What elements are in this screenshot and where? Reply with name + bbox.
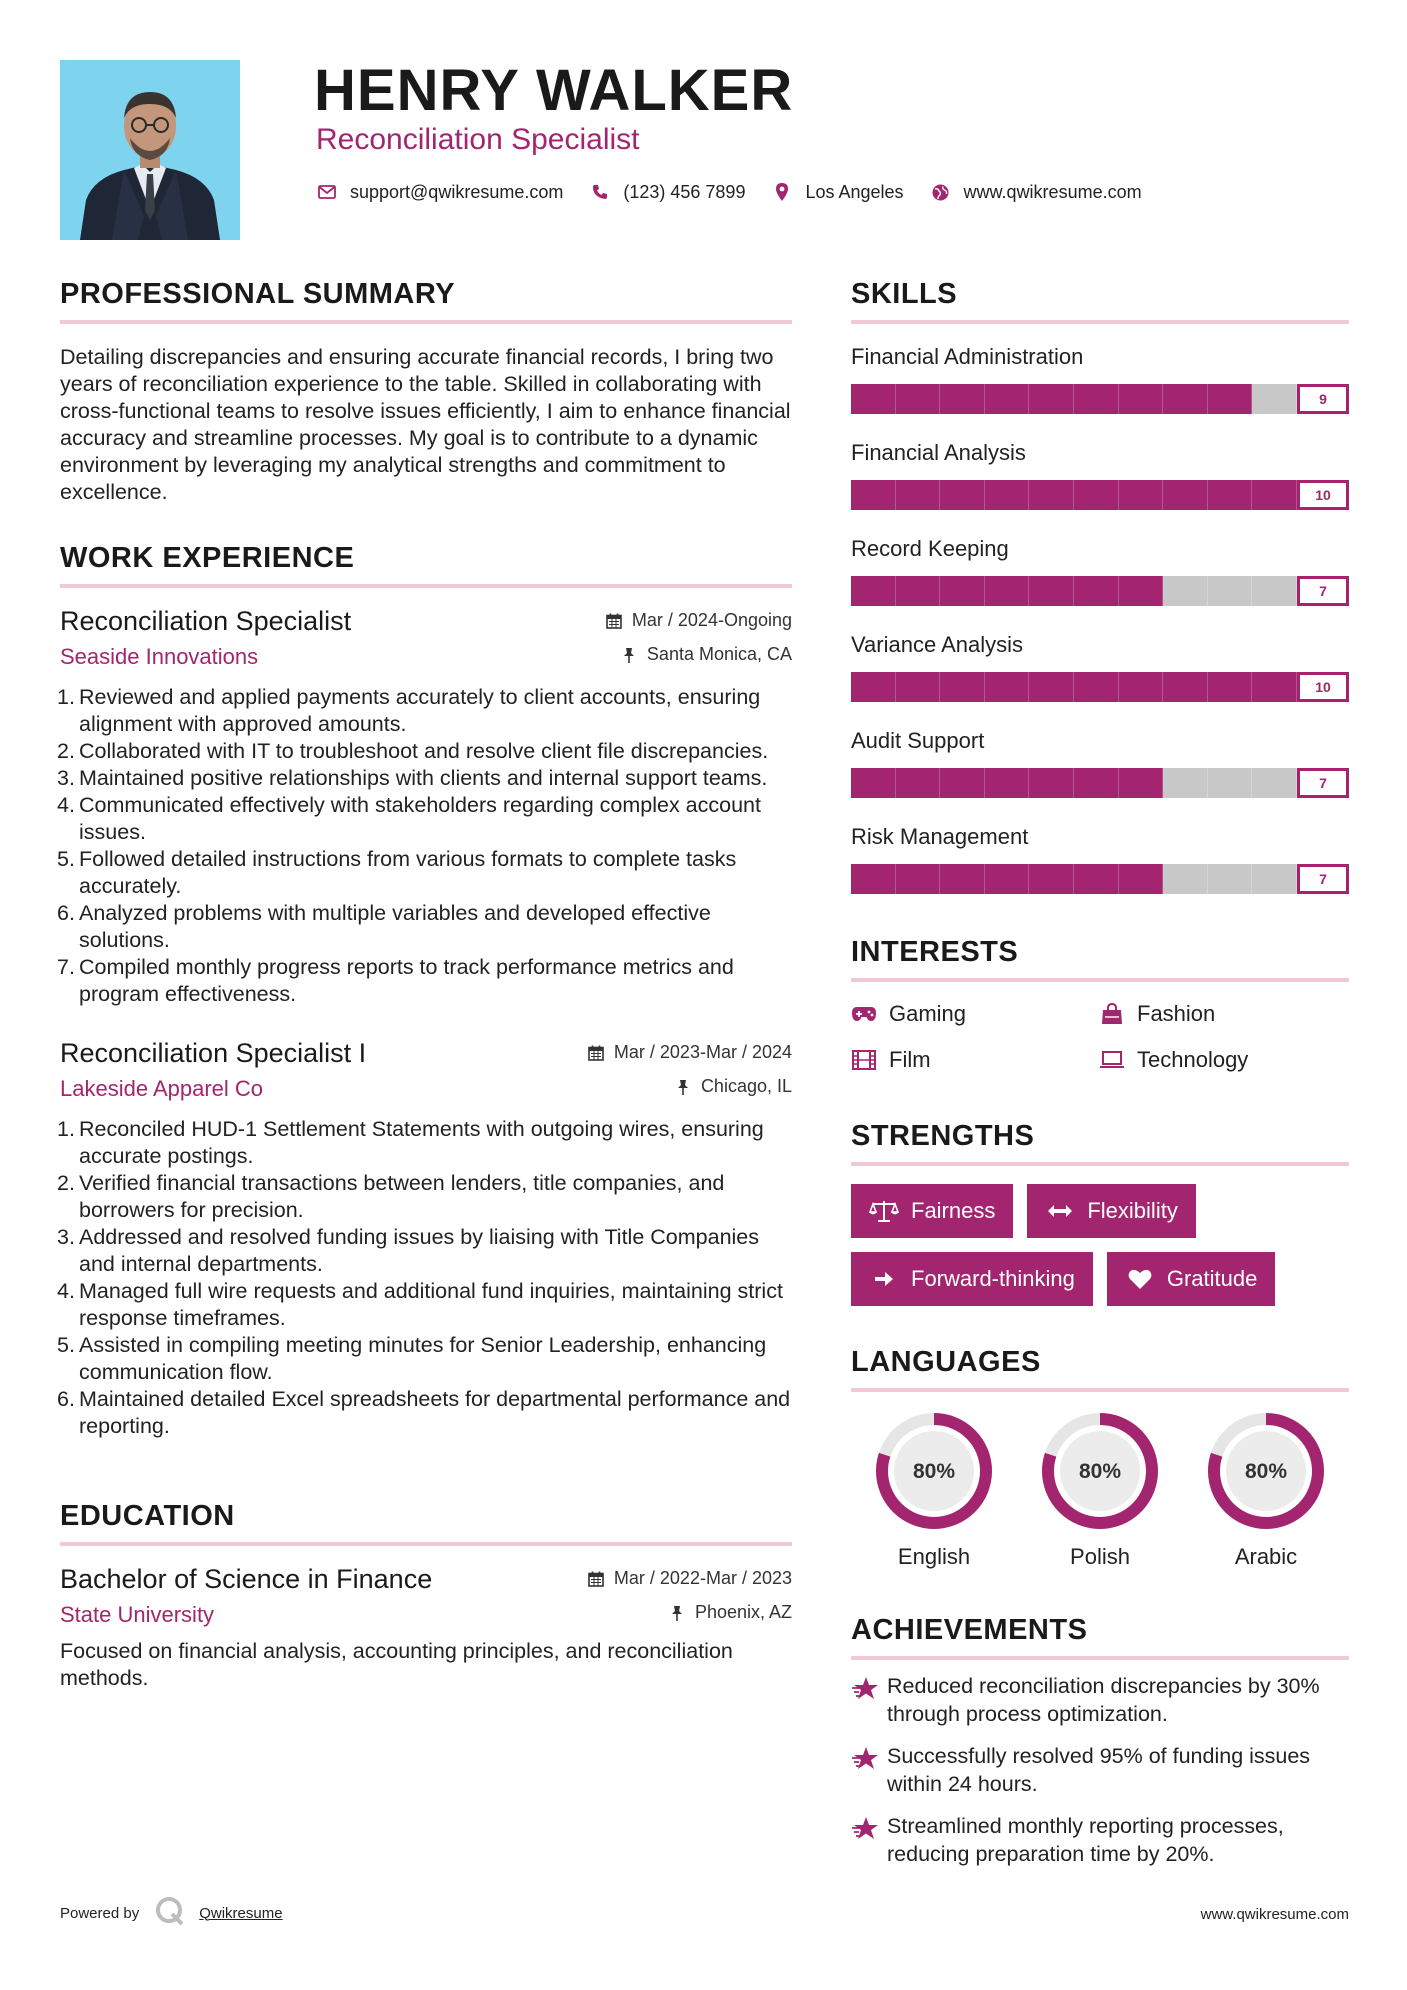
language-name: Polish [1070, 1544, 1130, 1569]
strength-label: Gratitude [1166, 1266, 1258, 1291]
education-section [60, 1498, 792, 1692]
interest-film [851, 1046, 1099, 1074]
achievement-text: Reduced reconciliation discrepancies by 30% through process optimization. [887, 1674, 1320, 1726]
achievements-list [851, 1672, 1349, 1868]
contact-location [771, 181, 903, 203]
skills-section [851, 276, 1349, 894]
globe-icon [930, 181, 952, 203]
bullet-text: Addressed and resolved funding issues by liaising with Title Companies and internal departments. [79, 1225, 760, 1276]
contact-email-text: support@qwikresume.com [350, 181, 564, 202]
heart-icon [1125, 1267, 1155, 1291]
professional-summary-section [60, 276, 792, 506]
skill-bar-segment [1119, 672, 1164, 702]
skill-bar-segment [1119, 576, 1164, 606]
language-name: English [897, 1544, 971, 1569]
skill-level-value: 9 [1297, 384, 1349, 414]
skill-name: Record Keeping [851, 536, 1009, 561]
laptop-icon [1099, 1049, 1125, 1071]
contact-location-text: Los Angeles [805, 181, 904, 202]
skill-bar-segment [1252, 480, 1297, 510]
languages-section [851, 1344, 1349, 1572]
strengths-section [851, 1118, 1349, 1320]
skill-bar-segment [1208, 672, 1253, 702]
interest-gaming [851, 1000, 1099, 1028]
interest-fashion [1099, 1000, 1349, 1028]
skill-bar-segment [896, 672, 941, 702]
skill-bar-segment [1252, 576, 1297, 606]
skill-level-bar [851, 480, 1349, 510]
bullet-text: Maintained detailed Excel spreadsheets for departmental performance and reporting. [79, 1387, 791, 1438]
work-experience-section [57, 540, 792, 1440]
skill-bar-segment [1029, 672, 1074, 702]
skill-bar-segment [1074, 384, 1119, 414]
summary-heading: PROFESSIONAL SUMMARY [60, 278, 456, 310]
skill-item [851, 630, 1349, 702]
calendar-icon [588, 1045, 604, 1061]
skill-bar-segment [1252, 672, 1297, 702]
candidate-role: Reconciliation Specialist [316, 123, 640, 156]
strength-forward-thinking [851, 1252, 1093, 1306]
strength-fairness [851, 1184, 1013, 1238]
calendar-icon [606, 613, 622, 629]
skill-bar-segment [851, 480, 896, 510]
job-location-text: Chicago, IL [700, 1076, 792, 1096]
achievements-heading: ACHIEVEMENTS [851, 1614, 1088, 1646]
interest-label: Gaming [889, 1001, 967, 1026]
skill-item [851, 342, 1349, 414]
school-location [669, 1602, 792, 1623]
gamepad-icon [851, 1003, 877, 1025]
skill-level-value: 10 [1297, 672, 1349, 702]
skill-bar-segment [896, 480, 941, 510]
profile-photo [60, 60, 240, 240]
job-entry [57, 1036, 792, 1440]
skill-bar-segment [896, 768, 941, 798]
balance-scale-icon [869, 1199, 899, 1223]
bullet-text: Communicated effectively with stakeholders regarding complex account issues. [79, 793, 761, 844]
skill-bar-segment [1252, 768, 1297, 798]
strength-label: Forward-thinking [911, 1266, 1075, 1291]
contact-website-text: www.qwikresume.com [963, 181, 1142, 202]
interests-section [851, 934, 1349, 1074]
section-divider [851, 978, 1349, 982]
education-date-text: Mar / 2022-Mar / 2023 [613, 1568, 792, 1588]
contact-phone[interactable] [589, 181, 745, 203]
achievement-item [851, 1672, 1349, 1728]
skill-bar-segment [940, 672, 985, 702]
skill-bar-segment [896, 576, 941, 606]
school-name: State University [60, 1602, 215, 1627]
job-location [675, 1076, 792, 1097]
skill-level-value: 7 [1297, 768, 1349, 798]
skill-bar-segment [940, 384, 985, 414]
job-date-text: Mar / 2023-Mar / 2024 [613, 1042, 792, 1062]
strength-flexibility [1027, 1184, 1195, 1238]
arrow-right-icon [869, 1267, 899, 1291]
skill-bar-segment [896, 384, 941, 414]
candidate-name: HENRY WALKER [314, 58, 794, 123]
star-badge-icon [851, 1672, 887, 1728]
skill-bar-segment [985, 384, 1030, 414]
strength-label: Flexibility [1087, 1198, 1178, 1223]
list-item: 1. Reviewed and applied payments accurately to client accounts, ensuring alignment with approved amounts. [57, 685, 761, 736]
achievements-section [851, 1612, 1349, 1868]
skill-bar-segment [985, 576, 1030, 606]
section-divider [851, 1656, 1349, 1660]
skill-bar-segment [1029, 768, 1074, 798]
skill-bar-segment [1163, 480, 1208, 510]
language-ring [873, 1410, 995, 1532]
skill-bar-segment [1029, 480, 1074, 510]
skill-bar-segment [1252, 864, 1297, 894]
strengths-list [851, 1184, 1349, 1320]
interest-label: Fashion [1137, 1001, 1216, 1026]
job-location-text: Santa Monica, CA [646, 644, 792, 664]
skill-bar-segment [1074, 768, 1119, 798]
education-heading: EDUCATION [60, 1500, 235, 1532]
interests-grid [851, 1000, 1349, 1074]
achievement-item [851, 1742, 1349, 1798]
list-item: 2. Collaborated with IT to troubleshoot and resolve client file discrepancies. [57, 739, 769, 763]
skill-name: Audit Support [851, 728, 985, 753]
skill-bar-segment [1208, 384, 1253, 414]
job-bullets [57, 1116, 792, 1440]
skill-bar-segment [1163, 672, 1208, 702]
school-location-text: Phoenix, AZ [694, 1602, 792, 1622]
skill-bar-segment [1029, 864, 1074, 894]
skill-bar-segment [1074, 864, 1119, 894]
section-divider [60, 1542, 792, 1546]
language-name: Arabic [1234, 1544, 1298, 1569]
bullet-text: Followed detailed instructions from various formats to complete tasks accurately. [79, 847, 737, 898]
bullet-text: Verified financial transactions between lenders, title companies, and borrowers for precision. [79, 1171, 725, 1222]
right-column [851, 276, 1349, 1868]
footer-website[interactable]: www.qwikresume.com [1200, 1906, 1349, 1923]
contact-email[interactable] [316, 181, 563, 203]
section-divider [851, 320, 1349, 324]
job-company: Seaside Innovations [60, 644, 259, 669]
skill-bar-segment [1163, 576, 1208, 606]
job-title: Reconciliation Specialist [60, 606, 352, 636]
skill-item [851, 534, 1349, 606]
list-item: 6. Maintained detailed Excel spreadsheets for departmental performance and reporting. [57, 1387, 791, 1438]
powered-by-text: Powered by [60, 1904, 140, 1922]
list-item: 3. Maintained positive relationships with clients and internal support teams. [57, 766, 768, 790]
qwikresume-logo-icon [155, 1896, 185, 1930]
skill-bar-segment [1163, 768, 1208, 798]
map-pin-icon [771, 181, 793, 203]
list-item: 5. Followed detailed instructions from various formats to complete tasks accurately. [57, 847, 737, 898]
film-icon [851, 1049, 877, 1071]
skill-bar-segment [940, 864, 985, 894]
education-date [588, 1568, 792, 1589]
star-badge-icon [851, 1812, 887, 1868]
bullet-text: Analyzed problems with multiple variables and developed effective solutions. [79, 901, 711, 952]
skill-bar-segment [1208, 480, 1253, 510]
skill-level-bar [851, 672, 1349, 702]
skill-bar-segment [851, 384, 896, 414]
bullet-text: Maintained positive relationships with clients and internal support teams. [79, 766, 768, 790]
job-company: Lakeside Apparel Co [60, 1076, 264, 1101]
pushpin-icon [621, 647, 637, 663]
skill-name: Risk Management [851, 824, 1029, 849]
left-column [57, 276, 792, 1692]
shopping-bag-icon [1099, 1003, 1125, 1025]
list-item: 5. Assisted in compiling meeting minutes for Senior Leadership, enhancing communication flow. [57, 1333, 767, 1384]
skill-bar-segment [1208, 768, 1253, 798]
degree-title: Bachelor of Science in Finance [60, 1564, 433, 1594]
skill-bar-segment [1252, 384, 1297, 414]
skill-item [851, 438, 1349, 510]
list-item: 4. Communicated effectively with stakeholders regarding complex account issues. [57, 793, 761, 844]
skill-bar-segment [940, 768, 985, 798]
achievement-item [851, 1812, 1349, 1868]
pushpin-icon [675, 1079, 691, 1095]
skill-bar-segment [896, 864, 941, 894]
strength-gratitude [1107, 1252, 1276, 1306]
education-description: Focused on financial analysis, accounting principles, and reconciliation methods. [60, 1639, 733, 1690]
language-percent: 80% [1244, 1460, 1288, 1483]
language-percent: 80% [1078, 1460, 1122, 1483]
skill-name: Variance Analysis [851, 632, 1024, 657]
interest-label: Technology [1137, 1047, 1249, 1072]
contact-phone-text: (123) 456 7899 [623, 181, 746, 202]
calendar-icon [588, 1571, 604, 1587]
skill-level-bar [851, 576, 1349, 606]
skill-bar-segment [985, 480, 1030, 510]
bullet-text: Compiled monthly progress reports to track performance metrics and program effectiveness. [79, 955, 734, 1006]
language-ring [1205, 1410, 1327, 1532]
skill-bar-segment [1074, 480, 1119, 510]
skill-bar-segment [1119, 384, 1164, 414]
skill-level-bar [851, 384, 1349, 414]
skill-bar-segment [1119, 768, 1164, 798]
list-item: 4. Managed full wire requests and additional fund inquiries, maintaining strict response timeframes. [57, 1279, 783, 1330]
skill-name: Financial Analysis [851, 440, 1026, 465]
skill-bar-segment [1119, 864, 1164, 894]
skill-bar-segment [1163, 864, 1208, 894]
skill-bar-segment [851, 768, 896, 798]
list-item: 3. Addressed and resolved funding issues by liaising with Title Companies and internal departments. [57, 1225, 760, 1276]
contact-bar [316, 178, 1168, 206]
languages-list [851, 1410, 1349, 1572]
skills-list [851, 342, 1349, 894]
bullet-text: Reconciled HUD-1 Settlement Statements with outgoing wires, ensuring accurate postings. [79, 1117, 764, 1168]
language-item [1017, 1410, 1183, 1572]
education-entry [60, 1562, 792, 1692]
skill-bar-segment [851, 864, 896, 894]
interest-label: Film [889, 1047, 931, 1072]
skill-name: Financial Administration [851, 344, 1084, 369]
list-item: 6. Analyzed problems with multiple variables and developed effective solutions. [57, 901, 711, 952]
section-divider [851, 1388, 1349, 1392]
language-ring [1039, 1410, 1161, 1532]
bullet-text: Collaborated with IT to troubleshoot and resolve client file discrepancies. [79, 739, 769, 763]
list-item: 1. Reconciled HUD-1 Settlement Statements with outgoing wires, ensuring accurate postings. [57, 1117, 764, 1168]
skill-level-bar [851, 864, 1349, 894]
qwikresume-link[interactable]: Qwikresume [199, 1904, 283, 1922]
language-percent: 80% [912, 1460, 956, 1483]
skill-bar-segment [940, 480, 985, 510]
strength-label: Fairness [911, 1198, 996, 1223]
envelope-icon [316, 181, 338, 203]
skill-bar-segment [1029, 576, 1074, 606]
list-item: 7. Compiled monthly progress reports to track performance metrics and program effectiveness. [57, 955, 734, 1006]
language-item [1183, 1410, 1349, 1572]
job-title: Reconciliation Specialist I [60, 1038, 367, 1068]
skill-bar-segment [1208, 576, 1253, 606]
bullet-text: Managed full wire requests and additional fund inquiries, maintaining strict response timeframes. [79, 1279, 783, 1330]
skill-bar-segment [985, 768, 1030, 798]
interest-technology [1099, 1046, 1349, 1074]
language-item [851, 1410, 1017, 1572]
skill-level-bar [851, 768, 1349, 798]
skill-bar-segment [940, 576, 985, 606]
interests-heading: INTERESTS [851, 936, 1019, 968]
summary-text: Detailing discrepancies and ensuring accurate financial records, I bring two years of reconciliation experience to the table. Skilled in collaborating with cross-functional teams to resolve issues efficiently, I aim to enhance financial accuracy and streamline processes. My goal is to contribute to a dynamic environment by leveraging my analytical strengths and commitment to excellence. [60, 345, 791, 504]
list-item: 2. Verified financial transactions between lenders, title companies, and borrowers for precision. [57, 1171, 725, 1222]
skill-bar-segment [1163, 384, 1208, 414]
skills-heading: SKILLS [851, 278, 958, 310]
skill-bar-segment [1208, 864, 1253, 894]
skill-level-value: 7 [1297, 576, 1349, 606]
skill-level-value: 7 [1297, 864, 1349, 894]
skill-bar-segment [851, 576, 896, 606]
star-badge-icon [851, 1742, 887, 1798]
phone-icon [589, 181, 611, 203]
job-date [588, 1042, 792, 1063]
achievement-text: Successfully resolved 95% of funding issues within 24 hours. [887, 1744, 1311, 1796]
job-bullets [57, 684, 792, 1008]
job-location [621, 644, 792, 665]
section-divider [60, 584, 792, 588]
bullet-text: Assisted in compiling meeting minutes for Senior Leadership, enhancing communication flow. [79, 1333, 767, 1384]
contact-website[interactable] [930, 181, 1142, 203]
skill-bar-segment [1029, 384, 1074, 414]
achievement-text: Streamlined monthly reporting processes, reducing preparation time by 20%. [887, 1814, 1284, 1866]
section-divider [60, 320, 792, 324]
skill-item [851, 822, 1349, 894]
strengths-heading: STRENGTHS [851, 1120, 1035, 1152]
job-entry [57, 604, 792, 1008]
languages-heading: LANGUAGES [851, 1346, 1041, 1378]
skill-bar-segment [985, 672, 1030, 702]
job-date [606, 610, 792, 631]
bullet-text: Reviewed and applied payments accurately to client accounts, ensuring alignment with approved amounts. [79, 685, 761, 736]
section-divider [851, 1162, 1349, 1166]
job-date-text: Mar / 2024-Ongoing [631, 610, 792, 630]
skill-level-value: 10 [1297, 480, 1349, 510]
pushpin-icon [669, 1605, 685, 1621]
experience-heading: WORK EXPERIENCE [60, 542, 355, 574]
skill-bar-segment [985, 864, 1030, 894]
arrows-horizontal-icon [1045, 1199, 1075, 1223]
skill-bar-segment [1119, 480, 1164, 510]
skill-bar-segment [1074, 576, 1119, 606]
skill-item [851, 726, 1349, 798]
footer-powered-by [60, 1896, 283, 1930]
skill-bar-segment [851, 672, 896, 702]
skill-bar-segment [1074, 672, 1119, 702]
